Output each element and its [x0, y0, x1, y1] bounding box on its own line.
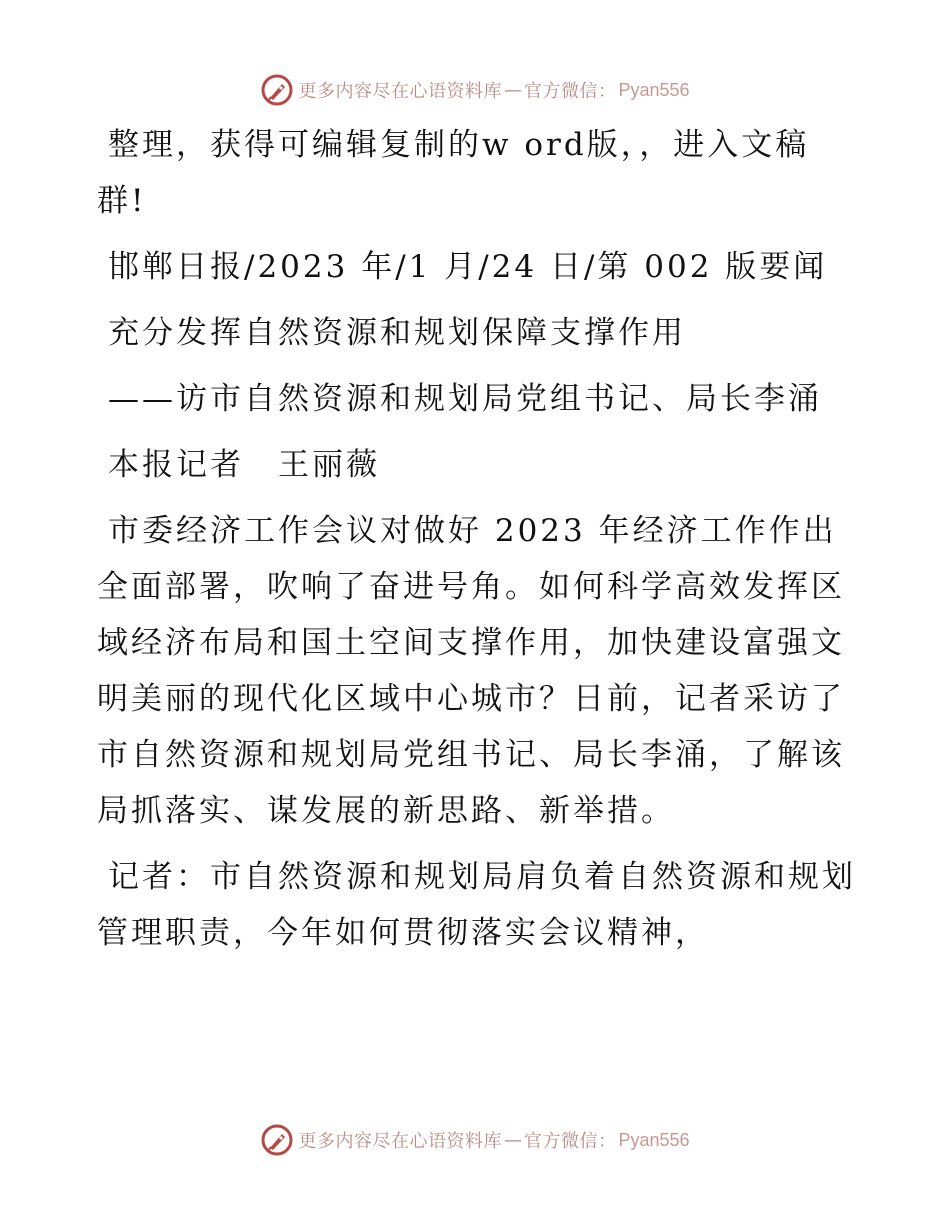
headline: 充分发挥自然资源和规划保障支撑作用 — [108, 315, 686, 351]
watermark-brand-text: 更多内容尽在心语资料库 — [298, 81, 502, 102]
body-paragraph: 记者：市自然资源和规划局肩负着自然资源和规划管理职责，今年如何贯彻落实会议精神， — [97, 859, 856, 951]
subheadline: ——访市自然资源和规划局党组书记、局长李涌 — [108, 381, 822, 417]
intro-paragraph: 整理，获得可编辑复制的w ord版，，进入文稿群! — [97, 127, 810, 219]
watermark-dash: — — [503, 1129, 522, 1151]
header-watermark — [0, 70, 950, 110]
watermark-wechat-label: 官方微信： — [523, 81, 617, 102]
watermark-brand-text: 更多内容尽在心语资料库 — [298, 1131, 502, 1152]
watermark-wechat-id: Pyan556 — [618, 79, 690, 100]
footer-watermark — [0, 1120, 950, 1160]
pen-nib-circle-icon — [260, 1123, 294, 1157]
watermark-wechat-label: 官方微信： — [523, 1131, 617, 1152]
byline: 本报记者 王丽薇 — [108, 447, 380, 483]
body-paragraph: 市委经济工作会议对做好 2023 年经济工作作出全面部署，吹响了奋进号角。如何科学高效发挥区域经济布局和国土空间支撑作用，加快建设富强文明美丽的现代化区域中心城市？日前，记者采访了市自然资源和规划局党组书记、局长李涌，了解该局抓落实、谋发展的新思路、新举措。 — [97, 513, 845, 829]
watermark-dash: — — [503, 79, 522, 101]
document-body — [97, 117, 857, 971]
pen-nib-circle-icon — [260, 73, 294, 107]
watermark-wechat-id: Pyan556 — [618, 1129, 690, 1150]
source-line: 邯郸日报/2023 年/1 月/24 日/第 002 版要闻 — [108, 249, 828, 285]
